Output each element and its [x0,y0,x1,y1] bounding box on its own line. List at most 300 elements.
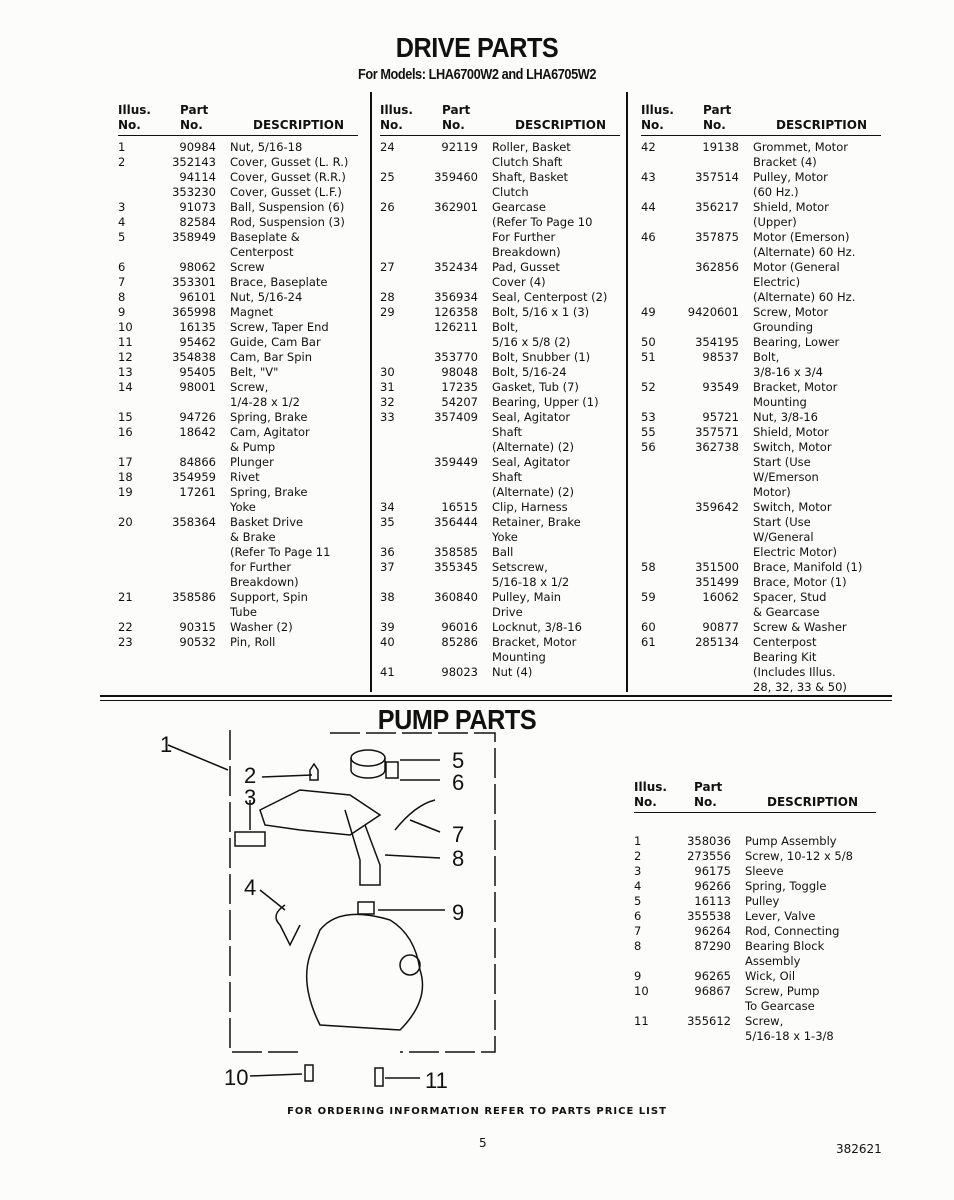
illus-number: 34 [380,500,395,514]
part-number: 359642 [695,500,739,514]
description-line: & Gearcase [753,605,820,619]
part-number: 18642 [179,425,216,439]
parts-table [634,780,876,1044]
illus-number: 19 [118,485,133,499]
description-line: Seal, Centerpost (2) [492,290,608,304]
description-line: Screw, [745,1014,784,1028]
description-line: Cam, Bar Spin [230,350,312,364]
part-description [230,410,307,425]
part-number: 95721 [702,410,739,424]
part-number: 96016 [441,620,478,634]
description-line: Bolt, 5/16-24 [492,365,567,379]
pump-parts-title: PUMP PARTS [377,704,537,735]
part-number: 16135 [179,320,216,334]
description-line: Baseplate & [230,230,300,244]
part-number: 92119 [441,140,478,154]
description-line: Ball, Suspension (6) [230,200,345,214]
illus-number: 60 [641,620,656,634]
description-line: 5/16-18 x 1/2 [492,575,570,589]
diagram-label-1: 1 [160,732,173,757]
description-header: DESCRIPTION [515,118,607,132]
description-line: Bracket (4) [753,155,817,169]
part-number: 357409 [434,410,478,424]
description-line: Cover, Gusset (L. R.) [230,155,349,169]
part-number: 16062 [702,590,739,604]
description-line: Start (Use [753,515,811,529]
illus-number: 37 [380,560,395,574]
part-number: 358949 [172,230,216,244]
part-number: 90315 [179,620,216,634]
illus-number: 38 [380,590,395,604]
illus-number: 27 [380,260,395,274]
illus-number: 10 [634,984,649,998]
part-description [230,185,342,200]
part-no-header: Part No. [180,103,209,132]
illus-number: 24 [380,140,395,154]
part-number: 352143 [172,155,216,169]
description-line: Centerpost [753,635,817,649]
description-line: & Pump [230,440,276,454]
part-description [230,455,274,470]
description-line: 28, 32, 33 & 50) [753,680,847,694]
parts-table [118,103,358,650]
part-description [753,620,847,635]
description-line: Mounting [753,395,807,409]
description-line: W/Emerson [753,470,819,484]
illus-no-header: Illus. No. [118,103,151,132]
description-line: Screw, Pump [745,984,820,998]
illus-number: 7 [118,275,126,289]
illus-number: 15 [118,410,133,424]
part-number: 353230 [172,185,216,199]
illus-number: 14 [118,380,133,394]
part-number: 91073 [179,200,216,214]
illus-number: 8 [634,939,642,953]
description-line: (Refer To Page 10 [492,215,593,229]
description-line: Motor (General [753,260,840,274]
part-number: 359449 [434,455,478,469]
part-description [745,879,826,894]
description-line: Sleeve [745,864,784,878]
description-line: Bearing Kit [753,650,817,664]
description-line: Clutch Shaft [492,155,563,169]
part-description [492,140,571,170]
description-line: Assembly [745,954,801,968]
part-description [745,1014,834,1044]
part-number: 362856 [695,260,739,274]
description-line: Bolt, Snubber (1) [492,350,591,364]
description-line: Pulley, Main [492,590,562,604]
part-description [745,834,837,849]
description-line: Cover, Gusset (L.F.) [230,185,342,199]
illus-number: 59 [641,590,656,604]
description-line: Gasket, Tub (7) [492,380,579,394]
part-number: 353770 [434,350,478,364]
description-line: Shaft, Basket [492,170,569,184]
header-rule [380,135,620,136]
part-description [745,939,824,969]
section-divider [100,695,892,697]
part-description [230,320,329,335]
diagram-label-6: 6 [452,770,465,795]
description-line: Pulley, Motor [753,170,828,184]
description-line: Wick, Oil [745,969,796,983]
description-line: Belt, "V" [230,365,279,379]
part-description [745,909,815,924]
part-description [230,305,273,320]
illus-no-header: Illus. No. [641,103,674,132]
description-line: Start (Use [753,455,811,469]
illus-number: 39 [380,620,395,634]
illus-number: 5 [118,230,126,244]
description-line: (60 Hz.) [753,185,799,199]
header-rule [641,135,881,136]
illus-number: 17 [118,455,133,469]
part-number: 365998 [172,305,216,319]
part-description [492,350,590,365]
part-number: 356444 [434,515,478,529]
part-number: 94114 [179,170,216,184]
part-number: 17235 [441,380,478,394]
description-line: Shield, Motor [753,425,829,439]
ordering-info-footer: FOR ORDERING INFORMATION REFER TO PARTS PRICE LIST [287,1106,667,1117]
description-line: Magnet [230,305,274,319]
illus-number: 53 [641,410,656,424]
part-number: 285134 [695,635,739,649]
description-line: (Includes Illus. [753,665,836,679]
description-line: Gearcase [492,200,546,214]
part-description [230,335,321,350]
part-description [753,230,855,260]
part-description [753,335,839,350]
part-description [230,470,260,485]
description-line: Electric Motor) [753,545,837,559]
part-no-header: Part No. [694,780,723,809]
description-line: Screw, Taper End [230,320,329,334]
part-number: 90877 [702,620,739,634]
illus-number: 4 [118,215,126,229]
illus-number: 11 [118,335,133,349]
part-number: 82584 [179,215,216,229]
description-line: Cover, Gusset (R.R.) [230,170,346,184]
description-line: Grommet, Motor [753,140,848,154]
description-line: 5/16-18 x 1-3/8 [745,1029,834,1043]
part-number: 84866 [179,455,216,469]
description-line: Pump Assembly [745,834,837,848]
illus-number: 7 [634,924,642,938]
part-description [753,410,818,425]
description-line: Yoke [492,530,518,544]
part-description [753,380,837,410]
part-description [492,545,513,560]
part-description [753,350,823,380]
part-number: 356934 [434,290,478,304]
part-description [492,320,570,350]
part-number: 90532 [179,635,216,649]
description-line: Nut, 5/16-18 [230,140,303,154]
part-number: 96175 [694,864,731,878]
drive-parts-title: DRIVE PARTS [395,32,559,63]
part-description [230,635,275,650]
illus-number: 50 [641,335,656,349]
part-description [230,590,308,620]
description-line: (Alternate) 60 Hz. [753,245,856,259]
part-description [492,305,589,320]
part-number: 358036 [687,834,731,848]
column-divider [626,92,628,692]
diagram-label-9: 9 [452,900,465,925]
description-line: (Upper) [753,215,797,229]
illus-number: 36 [380,545,395,559]
part-number: 354959 [172,470,216,484]
description-line: Retainer, Brake [492,515,581,529]
description-line: Guide, Cam Bar [230,335,321,349]
part-number: 96265 [694,969,731,983]
description-line: Electric) [753,275,801,289]
illus-number: 23 [118,635,133,649]
diagram-label-3: 3 [244,785,257,810]
illus-number: 51 [641,350,656,364]
description-line: Plunger [230,455,274,469]
description-line: Cover (4) [492,275,546,289]
part-number: 98023 [441,665,478,679]
part-number: 126211 [434,320,478,334]
part-number: 359460 [434,170,478,184]
illus-number: 46 [641,230,656,244]
part-description [753,200,829,230]
part-description [745,984,819,1014]
part-description [230,515,330,590]
part-number: 98062 [179,260,216,274]
description-line: Breakdown) [230,575,299,589]
part-description [753,575,847,590]
description-line: To Gearcase [745,999,815,1013]
illus-number: 18 [118,470,133,484]
part-description [492,515,581,545]
description-line: Bracket, Motor [753,380,838,394]
illus-number: 6 [634,909,642,923]
part-number: 95462 [179,335,216,349]
part-description [230,275,328,290]
illus-number: 1 [118,140,126,154]
illus-number: 41 [380,665,395,679]
part-description [745,924,839,939]
description-line: Yoke [230,500,256,514]
description-line: Rivet [230,470,260,484]
part-description [230,290,302,305]
description-line: Screw & Washer [753,620,847,634]
description-line: Grounding [753,320,814,334]
part-description [492,380,579,395]
part-description [492,560,569,590]
description-line: Pad, Gusset [492,260,560,274]
header-rule [118,135,358,136]
description-line: Switch, Motor [753,500,832,514]
part-description [492,620,582,635]
part-number: 98537 [702,350,739,364]
part-number: 96264 [694,924,731,938]
illus-number: 52 [641,380,656,394]
part-number: 358364 [172,515,216,529]
part-description [492,410,574,455]
part-description [745,849,853,864]
section-divider [100,700,892,701]
part-number: 351500 [695,560,739,574]
description-header: DESCRIPTION [767,795,859,809]
page-number: 5 [479,1136,487,1150]
part-number: 355612 [687,1014,731,1028]
part-number: 54207 [441,395,478,409]
description-line: Bearing, Upper (1) [492,395,599,409]
part-description [492,395,599,410]
part-description [753,305,828,335]
illus-number: 20 [118,515,133,529]
illus-number: 26 [380,200,395,214]
description-line: Setscrew, [492,560,548,574]
illus-number: 44 [641,200,656,214]
part-number: 362738 [695,440,739,454]
illus-number: 56 [641,440,656,454]
description-line: Lever, Valve [745,909,816,923]
description-line: Nut, 5/16-24 [230,290,303,304]
part-number: 354195 [695,335,739,349]
description-line: Basket Drive [230,515,304,529]
illus-number: 28 [380,290,395,304]
description-line: Washer (2) [230,620,293,634]
part-no-header: Part No. [703,103,732,132]
parts-table [380,103,620,680]
part-number: 355538 [687,909,731,923]
part-description [753,440,832,500]
illus-number: 40 [380,635,395,649]
part-description [230,485,307,515]
part-number: 98048 [441,365,478,379]
part-number: 355345 [434,560,478,574]
part-number: 357875 [695,230,739,244]
description-line: Shaft [492,470,522,484]
illus-number: 49 [641,305,656,319]
models-subtitle: For Models: LHA6700W2 and LHA6705W2 [357,66,597,83]
illus-number: 10 [118,320,133,334]
description-line: Pin, Roll [230,635,276,649]
diagram-label-4: 4 [244,875,257,900]
part-description [492,635,576,665]
illus-number: 8 [118,290,126,304]
description-line: (Refer To Page 11 [230,545,331,559]
illus-number: 22 [118,620,133,634]
description-line: Rod, Suspension (3) [230,215,345,229]
description-header: DESCRIPTION [253,118,345,132]
part-number: 95405 [179,365,216,379]
part-number: 87290 [694,939,731,953]
description-line: 3/8-16 x 3/4 [753,365,823,379]
description-line: for Further [230,560,292,574]
illus-number: 35 [380,515,395,529]
description-line: W/General [753,530,814,544]
part-description [492,365,567,380]
part-number: 96867 [694,984,731,998]
part-number: 358586 [172,590,216,604]
description-line: Bolt, [492,320,519,334]
description-line: Tube [230,605,257,619]
description-line: Clutch [492,185,529,199]
illus-number: 3 [118,200,126,214]
part-description [753,560,862,575]
illus-number: 16 [118,425,133,439]
part-number: 352434 [434,260,478,274]
part-number: 93549 [702,380,739,394]
illus-number: 2 [634,849,642,863]
part-description [492,260,560,290]
illus-number: 30 [380,365,395,379]
part-no-header: Part No. [442,103,471,132]
diagram-label-7: 7 [452,822,465,847]
description-line: Seal, Agitator [492,410,571,424]
illus-number: 42 [641,140,656,154]
description-line: (Alternate) (2) [492,440,575,454]
description-line: Screw [230,260,265,274]
description-line: 5/16 x 5/8 (2) [492,335,571,349]
diagram-label-8: 8 [452,846,465,871]
part-number: 96101 [179,290,216,304]
illus-number: 61 [641,635,656,649]
description-line: Seal, Agitator [492,455,571,469]
part-description [230,425,310,455]
part-description [230,365,278,380]
part-description [753,140,848,170]
part-number: 353301 [172,275,216,289]
part-number: 96266 [694,879,731,893]
illus-no-header: Illus. No. [380,103,413,132]
illus-number: 29 [380,305,395,319]
parts-table [641,103,881,695]
part-description [230,620,293,635]
description-line: Brace, Manifold (1) [753,560,863,574]
illus-number: 21 [118,590,133,604]
illus-number: 55 [641,425,656,439]
diagram-label-10: 10 [224,1065,249,1090]
illus-number: 9 [634,969,642,983]
part-description [745,894,779,909]
description-line: Shield, Motor [753,200,829,214]
part-number: 362901 [434,200,478,214]
part-number: 16515 [441,500,478,514]
description-line: 1/4-28 x 1/2 [230,395,300,409]
part-number: 17261 [179,485,216,499]
illus-number: 2 [118,155,126,169]
pump-exploded-diagram [150,725,500,1095]
part-description [745,864,784,879]
part-description [230,230,300,260]
description-line: Bolt, 5/16 x 1 (3) [492,305,590,319]
description-line: Mounting [492,650,546,664]
part-number: 85286 [441,635,478,649]
illus-number: 13 [118,365,133,379]
part-description [492,200,592,260]
description-line: Shaft [492,425,522,439]
column-divider [370,92,372,692]
description-line: Bearing, Lower [753,335,840,349]
description-line: Rod, Connecting [745,924,840,938]
description-line: Switch, Motor [753,440,832,454]
description-line: Motor (Emerson) [753,230,850,244]
part-description [230,215,345,230]
part-number: 351499 [695,575,739,589]
description-line: Clip, Harness [492,500,568,514]
illus-no-header: Illus. No. [634,780,667,809]
description-line: Spring, Brake [230,410,308,424]
part-number: 90984 [179,140,216,154]
